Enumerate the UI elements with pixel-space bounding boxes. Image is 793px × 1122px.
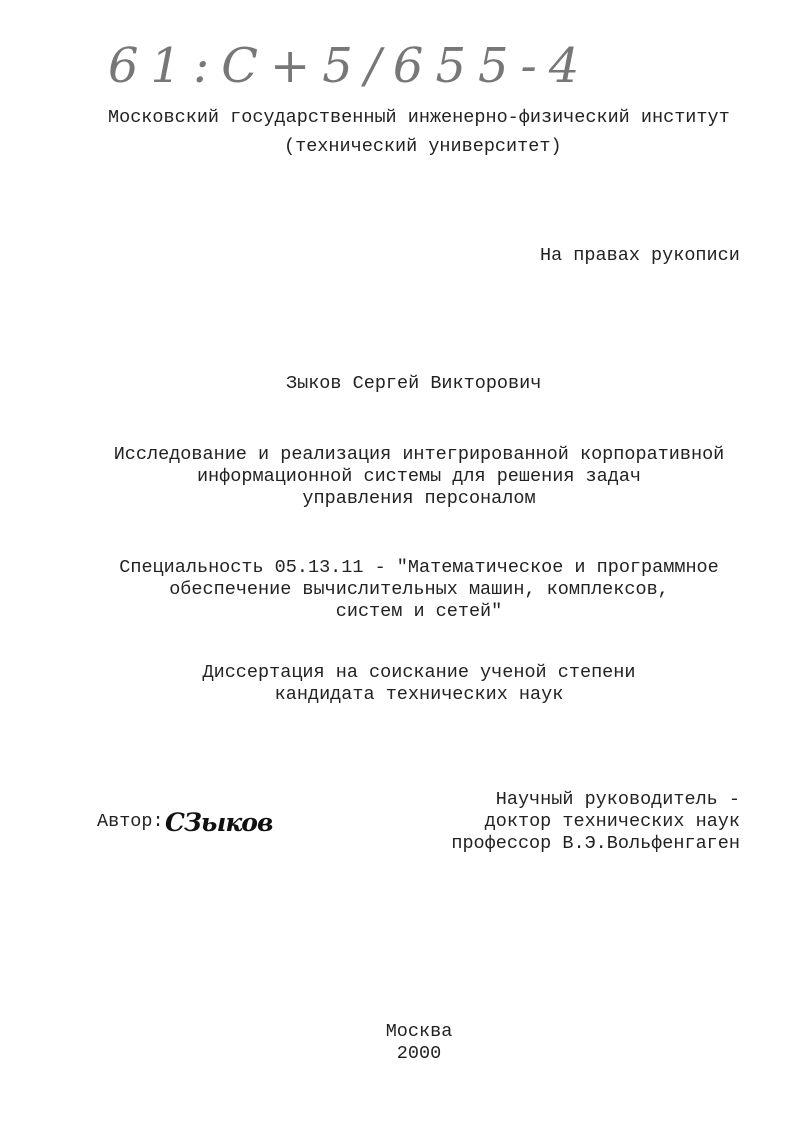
handwritten-archive-number: 61:С+5/655-4 [108,38,592,94]
supervisor-line-3: профессор В.Э.Вольфенгаген [451,833,740,854]
degree-line-1: Диссертация на соискание ученой степени [202,662,636,683]
title-line-1: Исследование и реализация интегрированной корпоративной [113,444,725,465]
title-line-2: информационной системы для решения задач [196,466,642,487]
title-line-3: управления персоналом [302,488,536,509]
degree-line-2: кандидата технических наук [274,684,564,705]
author-name: Зыков Сергей Викторович [286,373,542,394]
city: Москва [385,1021,453,1042]
specialty-line-1: Специальность 05.13.11 - "Математическое и программное [119,557,719,578]
year: 2000 [396,1043,442,1064]
specialty-line-3: систем и сетей" [335,601,503,622]
author-signature: СЗыков [165,808,273,837]
author-label: Автор: [97,811,164,832]
manuscript-note: На правах рукописи [540,245,740,266]
specialty-line-2: обеспечение вычислительных машин, комплексов, [169,579,669,600]
institution-subtitle: (технический университет) [284,136,562,157]
supervisor-line-1: Научный руководитель - [495,789,740,810]
institution-name: Московский государственный инженерно-физический институт [108,107,730,128]
supervisor-line-2: доктор технических наук [484,811,740,832]
